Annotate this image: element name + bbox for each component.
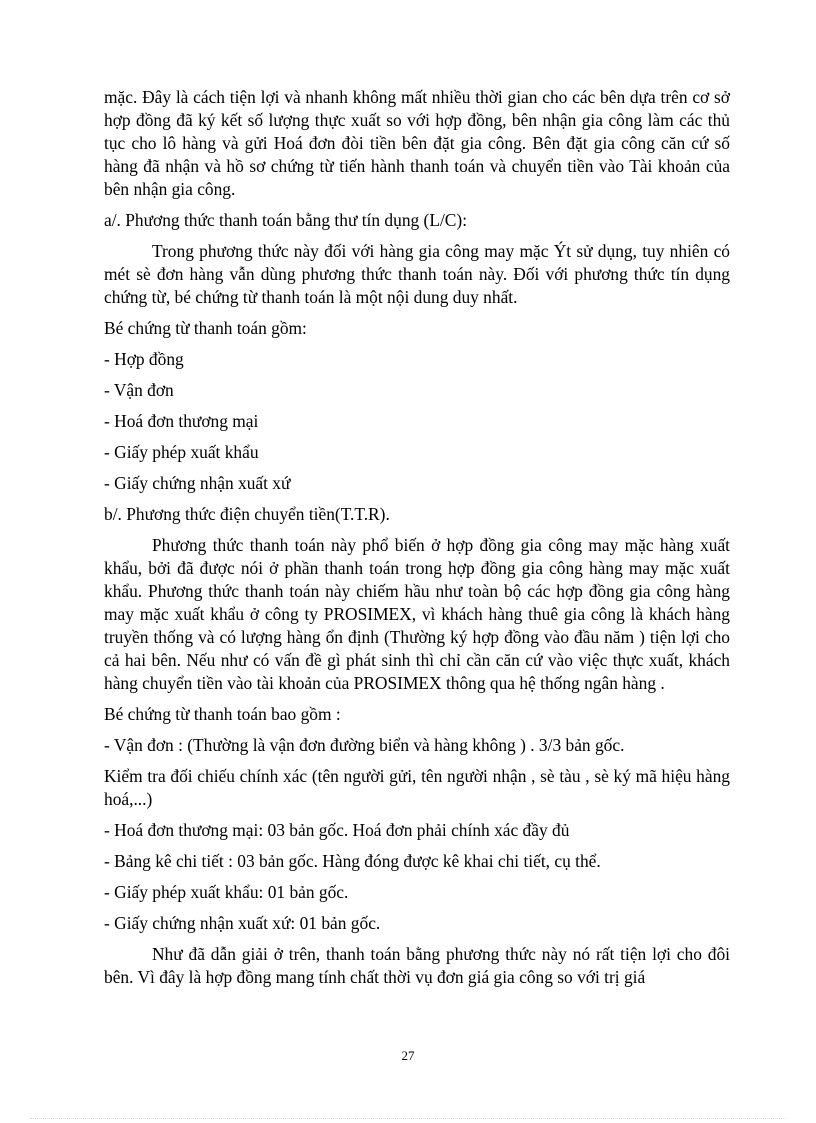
documents-list-heading: Bé chứng từ thanh toán gồm: xyxy=(104,318,307,338)
list-item: - Vận đơn : (Thường là vận đơn đường biển và hàng không ) . 3/3 bản gốc. xyxy=(104,735,625,755)
page-number: 27 xyxy=(401,1048,415,1063)
paragraph-verification: Kiểm tra đối chiếu chính xác (tên người gửi, tên người nhận , sè tàu , sè ký mã hiệu hàng hoá,...) xyxy=(104,766,730,809)
list-item: - Giấy phép xuất khẩu: 01 bản gốc. xyxy=(104,882,349,902)
list-item: - Giấy chứng nhận xuất xứ xyxy=(104,473,291,493)
paragraph-telegraphic-transfer: Phương thức thanh toán này phổ biến ở hợp đồng gia công may mặc hàng xuất khẩu, bởi đã được nói ở phần thanh toán trong hợp đồng gia công hàng may mặc xuất khẩu. Phương thức thanh toán này chiếm hầu như toàn bộ các hợp đồng gia công hàng may mặc xuất khẩu ở công ty PROSIMEX, vì khách hàng thuê gia công là khách hàng truyền thống và có lượng hàng ổn định (Thường ký hợp đồng vào đầu năm ) tiện lợi cho cả hai bên. Nếu như có vấn đề gì phát sinh thì chỉ cần căn cứ vào việc thực xuất, khách hàng chuyển tiền vào tài khoản của PROSIMEX thông qua hệ thống ngân hàng . xyxy=(104,535,730,693)
page-content xyxy=(104,86,730,997)
list-item: - Hợp đồng xyxy=(104,349,184,369)
list-item: - Giấy phép xuất khẩu xyxy=(104,442,259,462)
paragraph-payment-intro: mặc. Đây là cách tiện lợi và nhanh không mất nhiều thời gian cho các bên dựa trên cơ sở hợp đồng đã ký kết số lượng thực xuất so với hợp đồng, bên nhận gia công làm các thủ tục cho lô hàng và gửi Hoá đơn đòi tiền bên đặt gia công. Bên đặt gia công căn cứ số hàng đã nhận và hồ sơ chứng từ tiến hành thanh toán và chuyển tiền vào Tài khoản của bên nhận gia công. xyxy=(104,87,730,199)
paragraph-letter-of-credit: Trong phương thức này đối với hàng gia công may mặc Ýt sử dụng, tuy nhiên có mét sè đơn hàng vẫn dùng phương thức thanh toán này. Đối với phương thức tín dụng chứng từ, bé chứng từ thanh toán là một nội dung duy nhất. xyxy=(104,241,730,307)
list-item: - Giấy chứng nhận xuất xứ: 01 bản gốc. xyxy=(104,913,381,933)
page-bottom-divider xyxy=(30,1118,786,1119)
documents-list-heading-ttr: Bé chứng từ thanh toán bao gồm : xyxy=(104,704,341,724)
heading-telegraphic-transfer: b/. Phương thức điện chuyển tiền(T.T.R). xyxy=(104,504,390,524)
list-item: - Hoá đơn thương mại xyxy=(104,411,259,431)
paragraph-conclusion: Như đã dẫn giải ở trên, thanh toán bằng phương thức này nó rất tiện lợi cho đôi bên. Vì đây là hợp đồng mang tính chất thời vụ đơn giá gia công so với trị giá xyxy=(104,944,730,987)
list-item: - Hoá đơn thương mại: 03 bản gốc. Hoá đơn phải chính xác đầy đủ xyxy=(104,820,570,840)
heading-letter-of-credit: a/. Phương thức thanh toán bằng thư tín dụng (L/C): xyxy=(104,210,468,230)
list-item: - Bảng kê chi tiết : 03 bản gốc. Hàng đóng được kê khai chi tiết, cụ thể. xyxy=(104,851,601,871)
list-item: - Vận đơn xyxy=(104,380,174,400)
